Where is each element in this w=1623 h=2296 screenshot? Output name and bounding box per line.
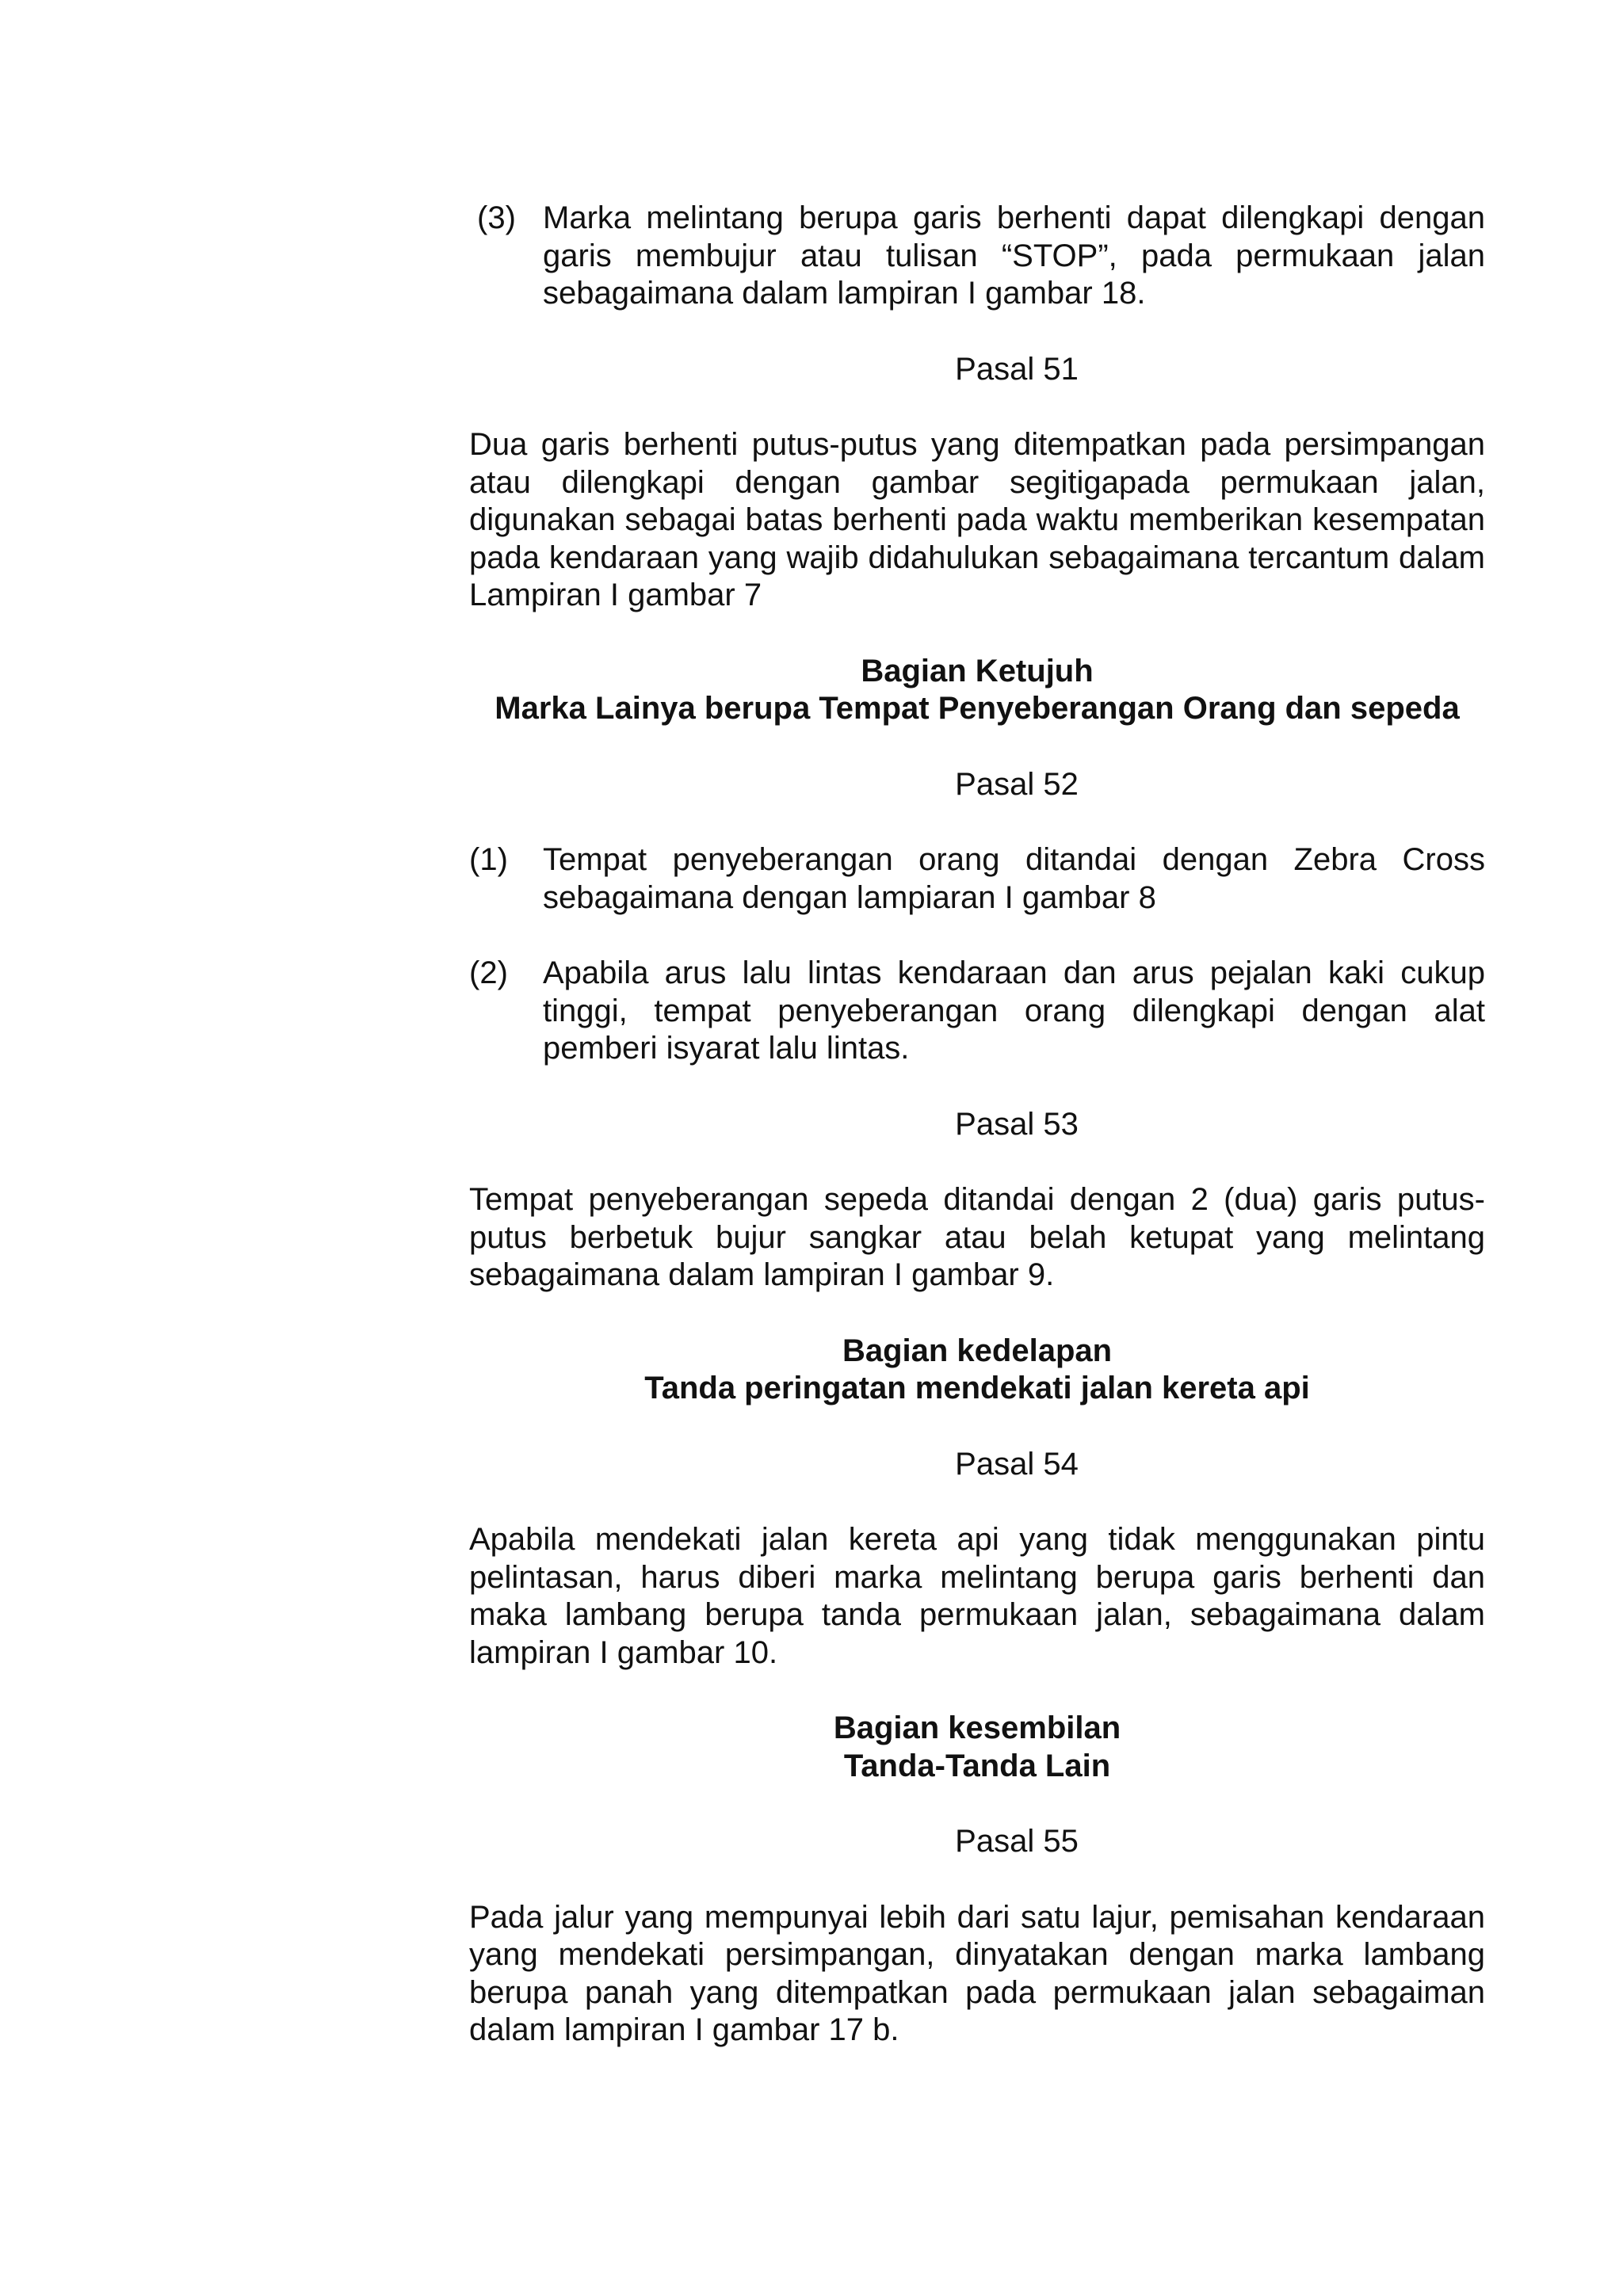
pasal-51-title: Pasal 51 [955,351,1079,387]
pasal-52-title: Pasal 52 [955,766,1079,802]
list-item-pasal52-2 [469,955,1485,1068]
document-page [469,200,1485,2050]
pasal-51-paragraph: Dua garis berhenti putus-putus yang ditempatkan pada persimpangan atau dilengkapi dengan gambar segitigapada permukaan jalan, digunakan sebagai batas berhenti pada waktu memberikan kesempatan pada kendaraan yang wajib didahulukan sebagaimana tercantum dalam Lampiran I gambar 7 [469,427,1485,612]
pasal-54-paragraph: Apabila mendekati jalan kereta api yang tidak menggunakan pintu pelintasan, harus diberi marka melintang berupa garis berhenti dan maka lambang berupa tanda permukaan jalan, sebagaimana dalam lampiran I gambar 10. [469,1522,1485,1670]
pasal-53-paragraph: Tempat penyeberangan sepeda ditandai dengan 2 (dua) garis putus-putus berbetuk bujur sangkar atau belah ketupat yang melintang sebagaimana dalam lampiran I gambar 9. [469,1182,1485,1292]
bagian-kedelapan-subheading: Tanda peringatan mendekati jalan kereta api [644,1371,1310,1405]
item-text: Tempat penyeberangan orang ditandai dengan Zebra Cross sebagaimana dengan lampiaran I gambar 8 [543,842,1485,915]
pasal-55-title: Pasal 55 [955,1824,1079,1859]
bagian-kesembilan-subheading: Tanda-Tanda Lain [843,1748,1111,1783]
item-text: Marka melintang berupa garis berhenti dapat dilengkapi dengan garis membujur atau tulisan “STOP”, pada permukaan jalan sebagaimana dalam lampiran I gambar 18. [543,200,1485,311]
pasal-55-paragraph: Pada jalur yang mempunyai lebih dari satu lajur, pemisahan kendaraan yang mendekati persimpangan, dinyatakan dengan marka lambang berupa panah yang ditempatkan pada permukaan jalan sebagaiman dalam lampiran I gambar 17 b. [469,1899,1485,2047]
list-item-pasal50-3 [469,200,1485,313]
bagian-kesembilan-heading: Bagian kesembilan [833,1711,1121,1745]
pasal-54-title: Pasal 54 [955,1446,1079,1482]
bagian-ketujuh-heading: Bagian Ketujuh [861,653,1094,688]
item-number: (2) [469,955,508,990]
item-text: Apabila arus lalu lintas kendaraan dan arus pejalan kaki cukup tinggi, tempat penyeberangan orang dilengkapi dengan alat pemberi isyarat lalu lintas. [543,955,1485,1066]
list-item-pasal52-1 [469,841,1485,917]
item-number: (3) [477,200,516,235]
item-number: (1) [469,842,508,877]
bagian-ketujuh-subheading: Marka Lainya berupa Tempat Penyeberangan Orang dan sepeda [495,691,1460,726]
pasal-53-title: Pasal 53 [955,1106,1079,1142]
bagian-kedelapan-heading: Bagian kedelapan [842,1333,1113,1368]
